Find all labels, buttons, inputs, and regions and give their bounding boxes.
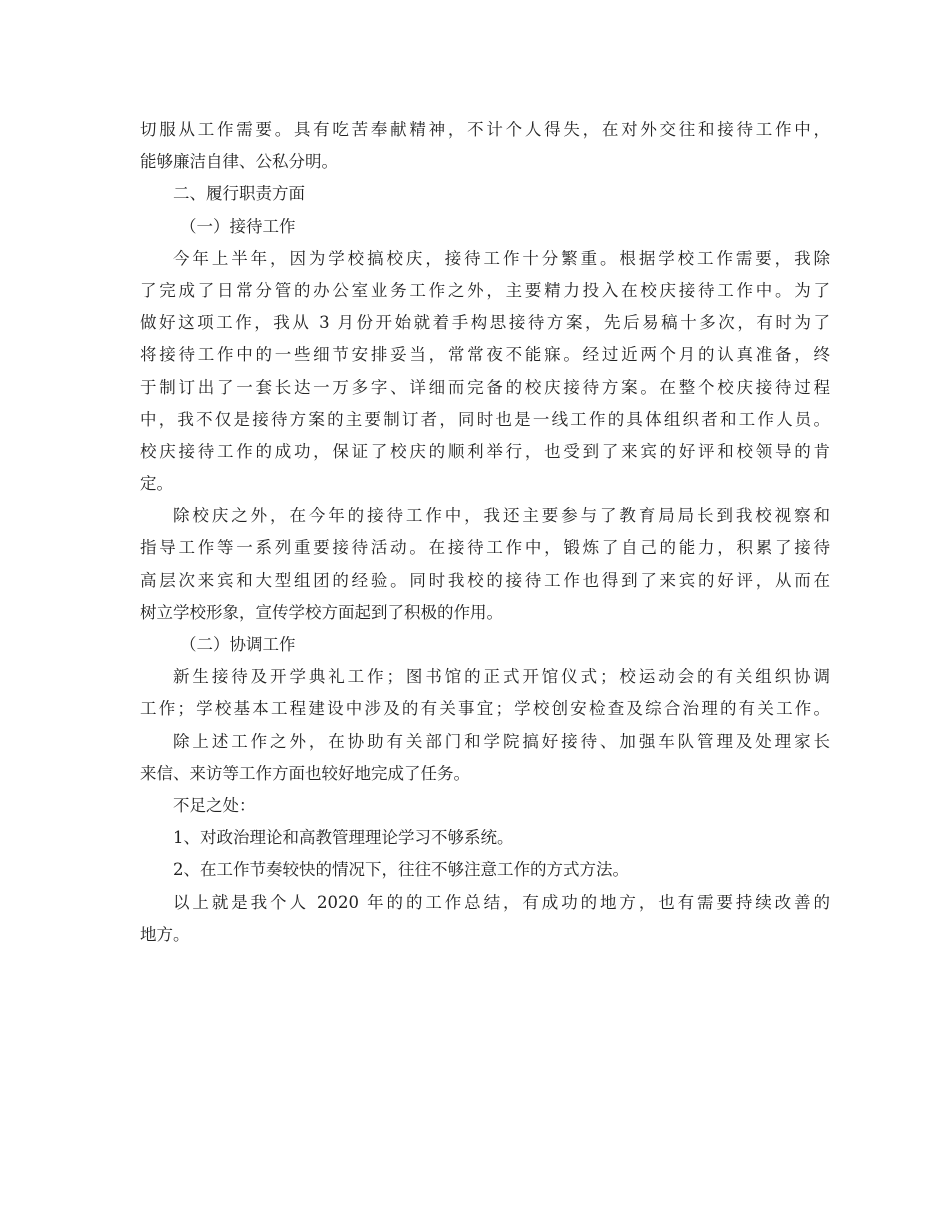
paragraph-line: 于制订出了一套长达一万多字、详细而完备的校庆接待方案。在整个校庆接待过程 <box>140 377 830 397</box>
paragraph-line: 了完成了日常分管的办公室业务工作之外，主要精力投入在校庆接待工作中。为了 <box>140 280 830 300</box>
paragraph-line: 除校庆之外，在今年的接待工作中，我还主要参与了教育局局长到我校视察和 <box>173 506 830 526</box>
paragraph-line: 能够廉洁自律、公私分明。 <box>140 152 338 172</box>
subsection-heading: （二）协调工作 <box>180 635 296 654</box>
paragraph-line: 来信、来访等工作方面也较好地完成了任务。 <box>140 763 470 783</box>
paragraph-line: 不足之处： <box>173 795 256 815</box>
paragraph-line: 地方。 <box>140 924 190 944</box>
paragraph-line: 做好这项工作，我从 3 月份开始就着手构思接待方案，先后易稿十多次，有时为了 <box>140 313 830 333</box>
paragraph-line: 树立学校形象，宣传学校方面起到了积极的作用。 <box>140 602 503 622</box>
paragraph-line: 工作；学校基本工程建设中涉及的有关事宜；学校创安检查及综合治理的有关工作。 <box>140 699 830 719</box>
paragraph-line: 以上就是我个人 2020 年的的工作总结，有成功的地方，也有需要持续改善的 <box>173 892 830 912</box>
list-item: 2、在工作节奏较快的情况下，往往不够注意工作的方式方法。 <box>173 860 629 880</box>
subsection-heading: （一）接待工作 <box>180 216 296 236</box>
paragraph-line: 指导工作等一系列重要接待活动。在接待工作中，锻炼了自己的能力，积累了接待 <box>140 538 830 558</box>
paragraph-line: 除上述工作之外，在协助有关部门和学院搞好接待、加强车队管理及处理家长 <box>173 731 830 751</box>
paragraph-line: 高层次来宾和大型组团的经验。同时我校的接待工作也得到了来宾的好评，从而在 <box>140 570 830 590</box>
paragraph-line: 今年上半年，因为学校搞校庆，接待工作十分繁重。根据学校工作需要，我除 <box>173 248 830 268</box>
document-body <box>140 114 830 951</box>
paragraph-line: 校庆接待工作的成功，保证了校庆的顺利举行，也受到了来宾的好评和校领导的肯 <box>140 441 830 461</box>
section-heading: 二、履行职责方面 <box>173 184 305 204</box>
paragraph-line: 切服从工作需要。具有吃苦奉献精神，不计个人得失，在对外交往和接待工作中， <box>140 120 830 139</box>
paragraph-line: 定。 <box>140 474 173 494</box>
paragraph-line: 新生接待及开学典礼工作；图书馆的正式开馆仪式；校运动会的有关组织协调 <box>173 667 830 687</box>
paragraph-line: 将接待工作中的一些细节安排妥当，常常夜不能寐。经过近两个月的认真准备，终 <box>140 345 830 365</box>
list-item: 1、对政治理论和高教管理理论学习不够系统。 <box>173 828 514 848</box>
paragraph-line: 中，我不仅是接待方案的主要制订者，同时也是一线工作的具体组织者和工作人员。 <box>140 409 830 429</box>
